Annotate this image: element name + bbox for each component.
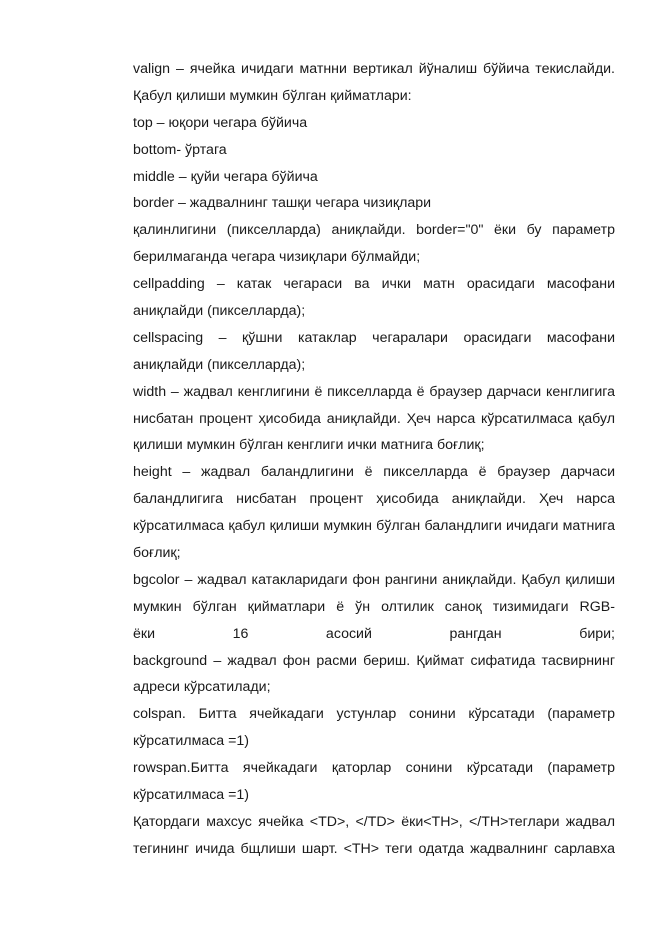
text-line [133, 164, 615, 191]
text-line-content: тегининг ичида бщлиши шарт. <TH> теги одатда жадвалнинг сарлавха [133, 840, 615, 857]
text-line-content: қалинлигини (пикселларда) аниқлайди. border="0" ёки бу параметр [133, 222, 615, 239]
text-line-content: cellpadding – катак чегараси ва ички матн орасидаги масофани [133, 276, 615, 293]
text-line-content: height – жадвал баландлигини ё пикселларда ё браузер дарчаси [133, 464, 615, 481]
text-line [133, 674, 615, 701]
text-line [133, 459, 615, 486]
text-line [133, 621, 615, 648]
text-line [133, 540, 615, 567]
text-line-content: қилиши мумкин бўлган кенглиги ички матнига боғлиқ; [133, 437, 485, 454]
text-line-content: bgcolor – жадвал катакларидаги фон рангини аниқлайди. Қабул қилиши [133, 571, 615, 588]
text-line [133, 648, 615, 675]
text-line [133, 406, 615, 433]
text-line-content: аниқлайди (пикселларда); [133, 356, 306, 373]
text-line [133, 728, 615, 755]
text-line [133, 782, 615, 809]
text-line [133, 83, 615, 110]
text-line-content: width – жадвал кенглигини ё пикселларда ё браузер дарчаси кенглигига [133, 383, 615, 400]
text-line [133, 701, 615, 728]
text-line [133, 110, 615, 137]
text-line [133, 217, 615, 244]
text-line [133, 432, 615, 459]
text-line-content: background – жадвал фон расми бериш. Қиймат сифатида тасвирнинг [133, 652, 615, 669]
text-line-content: middle – қуйи чегара бўйича [133, 168, 318, 185]
document-page [133, 56, 615, 863]
text-line-content: нисбатан процент ҳисобида аниқлайди. Ҳеч нарса кўрсатилмаса қабул [133, 410, 615, 427]
text-line-content: border – жадвалнинг ташқи чегара чизиқлари [133, 195, 432, 212]
text-line-content: адреси кўрсатилади; [133, 679, 271, 696]
text-line [133, 271, 615, 298]
text-line [133, 809, 615, 836]
text-line-content: cellspacing – қўшни катаклар чегаралари орасидаги масофани [133, 329, 615, 346]
text-line-content: valign – ячейка ичидаги матнни вертикал йўналиш бўйича текислайди. [133, 61, 615, 77]
text-line [133, 298, 615, 325]
text-line [133, 379, 615, 406]
text-line-content: кўрсатилмаса =1) [133, 733, 250, 750]
text-line [133, 486, 615, 513]
text-line [133, 56, 615, 83]
text-line-content: берилмаганда чегара чизиқлари бўлмайди; [133, 249, 421, 266]
text-line [133, 594, 615, 621]
text-line-content: боғлиқ; [133, 545, 181, 562]
text-line [133, 190, 615, 217]
text-line [133, 352, 615, 379]
text-line [133, 513, 615, 540]
text-line-content: ёки 16 асосий рангдан бири; [133, 625, 615, 642]
text-line [133, 137, 615, 164]
text-line [133, 325, 615, 352]
text-line-content: аниқлайди (пикселларда); [133, 303, 306, 320]
text-line-content: баландлигига нисбатан процент ҳисобида аниқлайди. Ҳеч нарса [133, 491, 615, 508]
text-line-content: rowspan.Битта ячейкадаги қаторлар сонини кўрсатади (параметр [133, 760, 615, 777]
text-line [133, 755, 615, 782]
text-line-content: colspan. Битта ячейкадаги устунлар сонини кўрсатади (параметр [133, 706, 615, 723]
text-line-content: кўрсатилмаса =1) [133, 787, 250, 804]
text-line-content: bottom- ўртага [133, 141, 227, 158]
text-line-content: Қатордаги махсус ячейка <TD>, </TD> ёки<TH>, </TH>теглари жадвал [133, 813, 615, 830]
text-line [133, 244, 615, 271]
text-line [133, 567, 615, 594]
text-line-content: Қабул қилиши мумкин бўлган қийматлари: [133, 87, 412, 104]
text-line-content: top – юқори чегара бўйича [133, 114, 308, 131]
text-line-content: мумкин бўлган қийматлари ё ўн олтилик саноқ тизимидаги RGB- [133, 598, 615, 615]
text-line-content: кўрсатилмаса қабул қилиши мумкин бўлган баландлиги ичидаги матнига [133, 518, 615, 535]
text-line [133, 836, 615, 863]
